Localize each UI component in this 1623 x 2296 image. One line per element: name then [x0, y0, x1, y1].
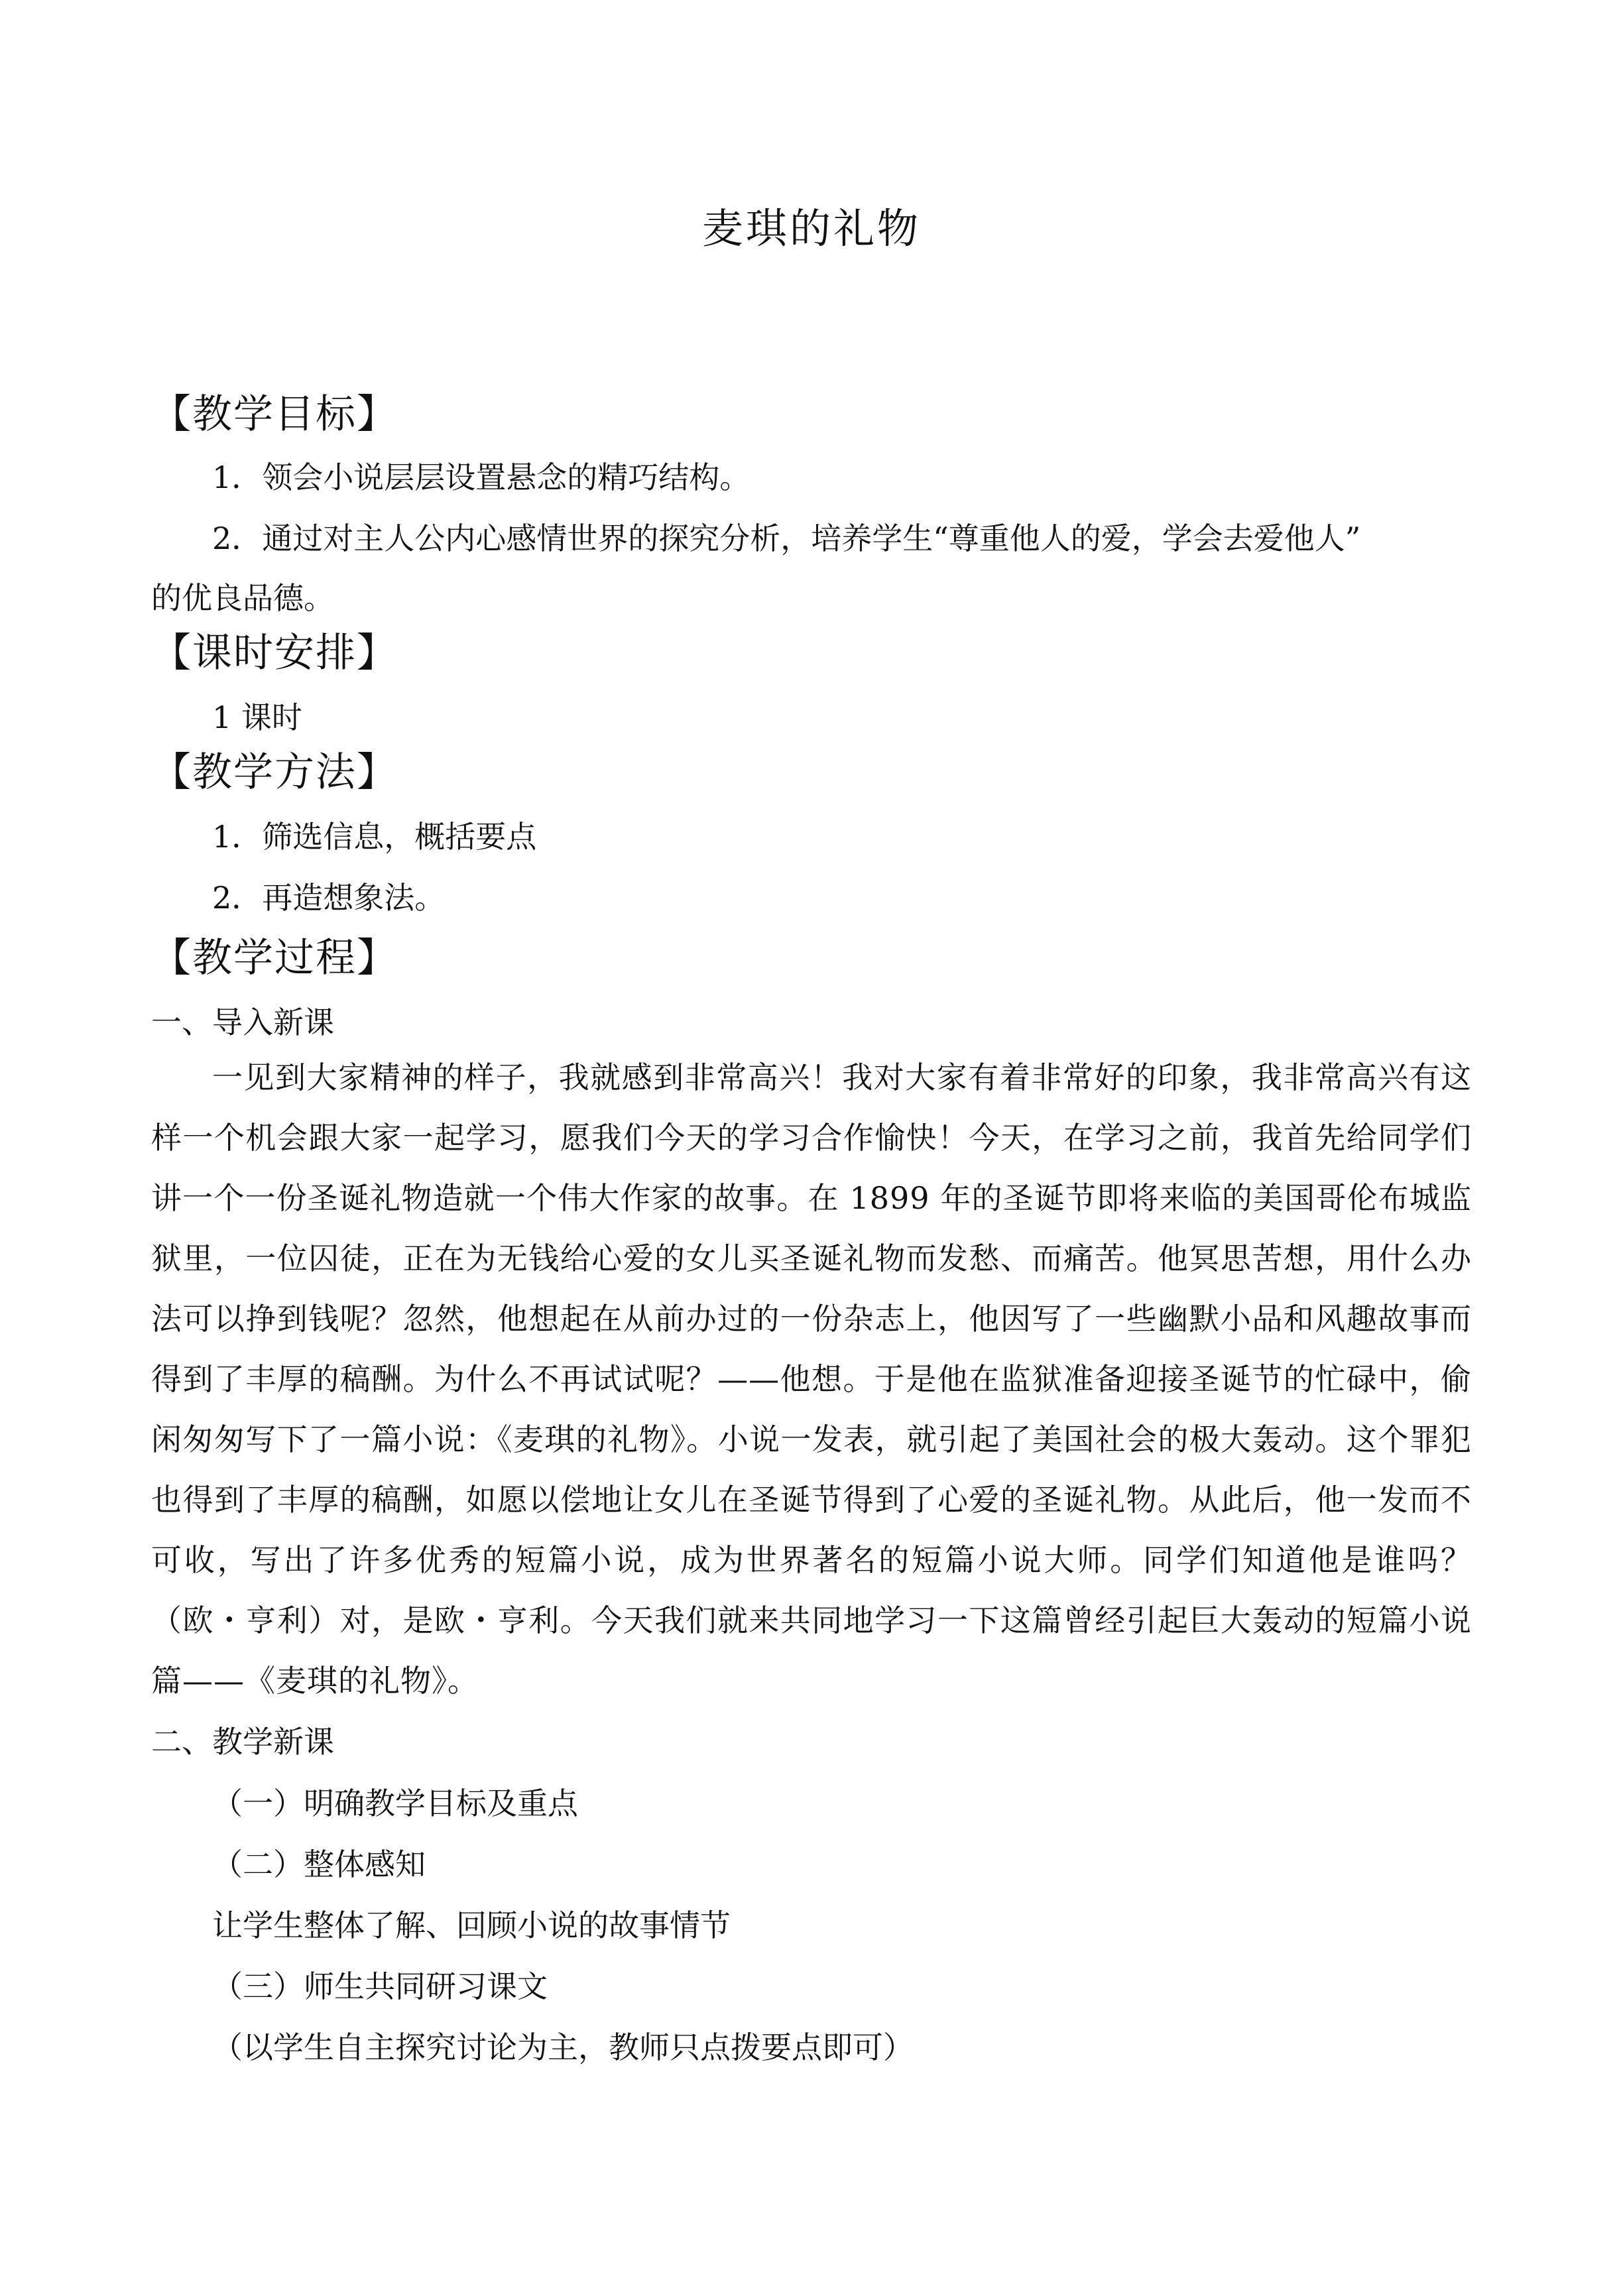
subsection-2: （二）整体感知	[212, 1846, 426, 1882]
goal-item-1: 1．领会小说层层设置悬念的精巧结构。	[212, 459, 751, 495]
intro-paragraph: 一见到大家精神的样子，我就感到非常高兴！我对大家有着非常好的印象，我非常高兴有这样一个机会跟大家一起学习，愿我们今天的学习合作愉快！今天，在学习之前，我首先给同学们讲一个一份圣诞礼物造就一个伟大作家的故事。在 1899 年的圣诞节即将来临的美国哥伦布城监狱里，一位囚徒，正在为无钱给心爱的女儿买圣诞礼物而发愁、而痛苦。他冥思苦想，用什么办法可以挣到钱呢？忽然，他想起在从前办过的一份杂志上，他因写了一些幽默小品和风趣故事而得到了丰厚的稿酬。为什么不再试试呢？——他想。于是他在监狱准备迎接圣诞节的忙碌中，偷闲匆匆写下了一篇小说：《麦琪的礼物》。小说一发表，就引起了美国社会的极大轰动。这个罪犯也得到了丰厚的稿酬，如愿以偿地让女儿在圣诞节得到了心爱的圣诞礼物。从此后，他一发而不可收，写出了许多优秀的短篇小说，成为世界著名的短篇小说大师。同学们知道他是谁吗？（欧・亨利）对，是欧・亨利。今天我们就来共同地学习一下这篇曾经引起巨大轰动的短篇小说篇——《麦琪的礼物》。	[151, 1059, 1472, 1699]
goal-item-2: 2．通过对主人公内心感情世界的探究分析，培养学生“尊重他人的爱，学会去爱他人”	[212, 520, 1361, 556]
schedule-text: 1 课时	[212, 699, 302, 735]
subsection-3-text: （以学生自主探究讨论为主，教师只点拨要点即可）	[212, 2029, 914, 2065]
part1-title: 一、导入新课	[151, 1004, 334, 1040]
goal-item-2-continued: 的优良品德。	[151, 580, 334, 616]
method-item-1: 1．筛选信息，概括要点	[212, 819, 537, 855]
heading-teaching-process: 【教学过程】	[151, 935, 398, 981]
subsection-2-text: 让学生整体了解、回顾小说的故事情节	[212, 1907, 731, 1943]
document-title: 麦琪的礼物	[701, 204, 921, 253]
heading-teaching-methods: 【教学方法】	[151, 749, 398, 796]
part2-title: 二、教学新课	[151, 1724, 334, 1760]
subsection-3: （三）师生共同研习课文	[212, 1968, 548, 2004]
subsection-1: （一）明确教学目标及重点	[212, 1785, 578, 1821]
heading-class-schedule: 【课时安排】	[151, 630, 398, 676]
method-item-2: 2．再造想象法。	[212, 880, 446, 916]
heading-teaching-goals: 【教学目标】	[151, 391, 398, 438]
